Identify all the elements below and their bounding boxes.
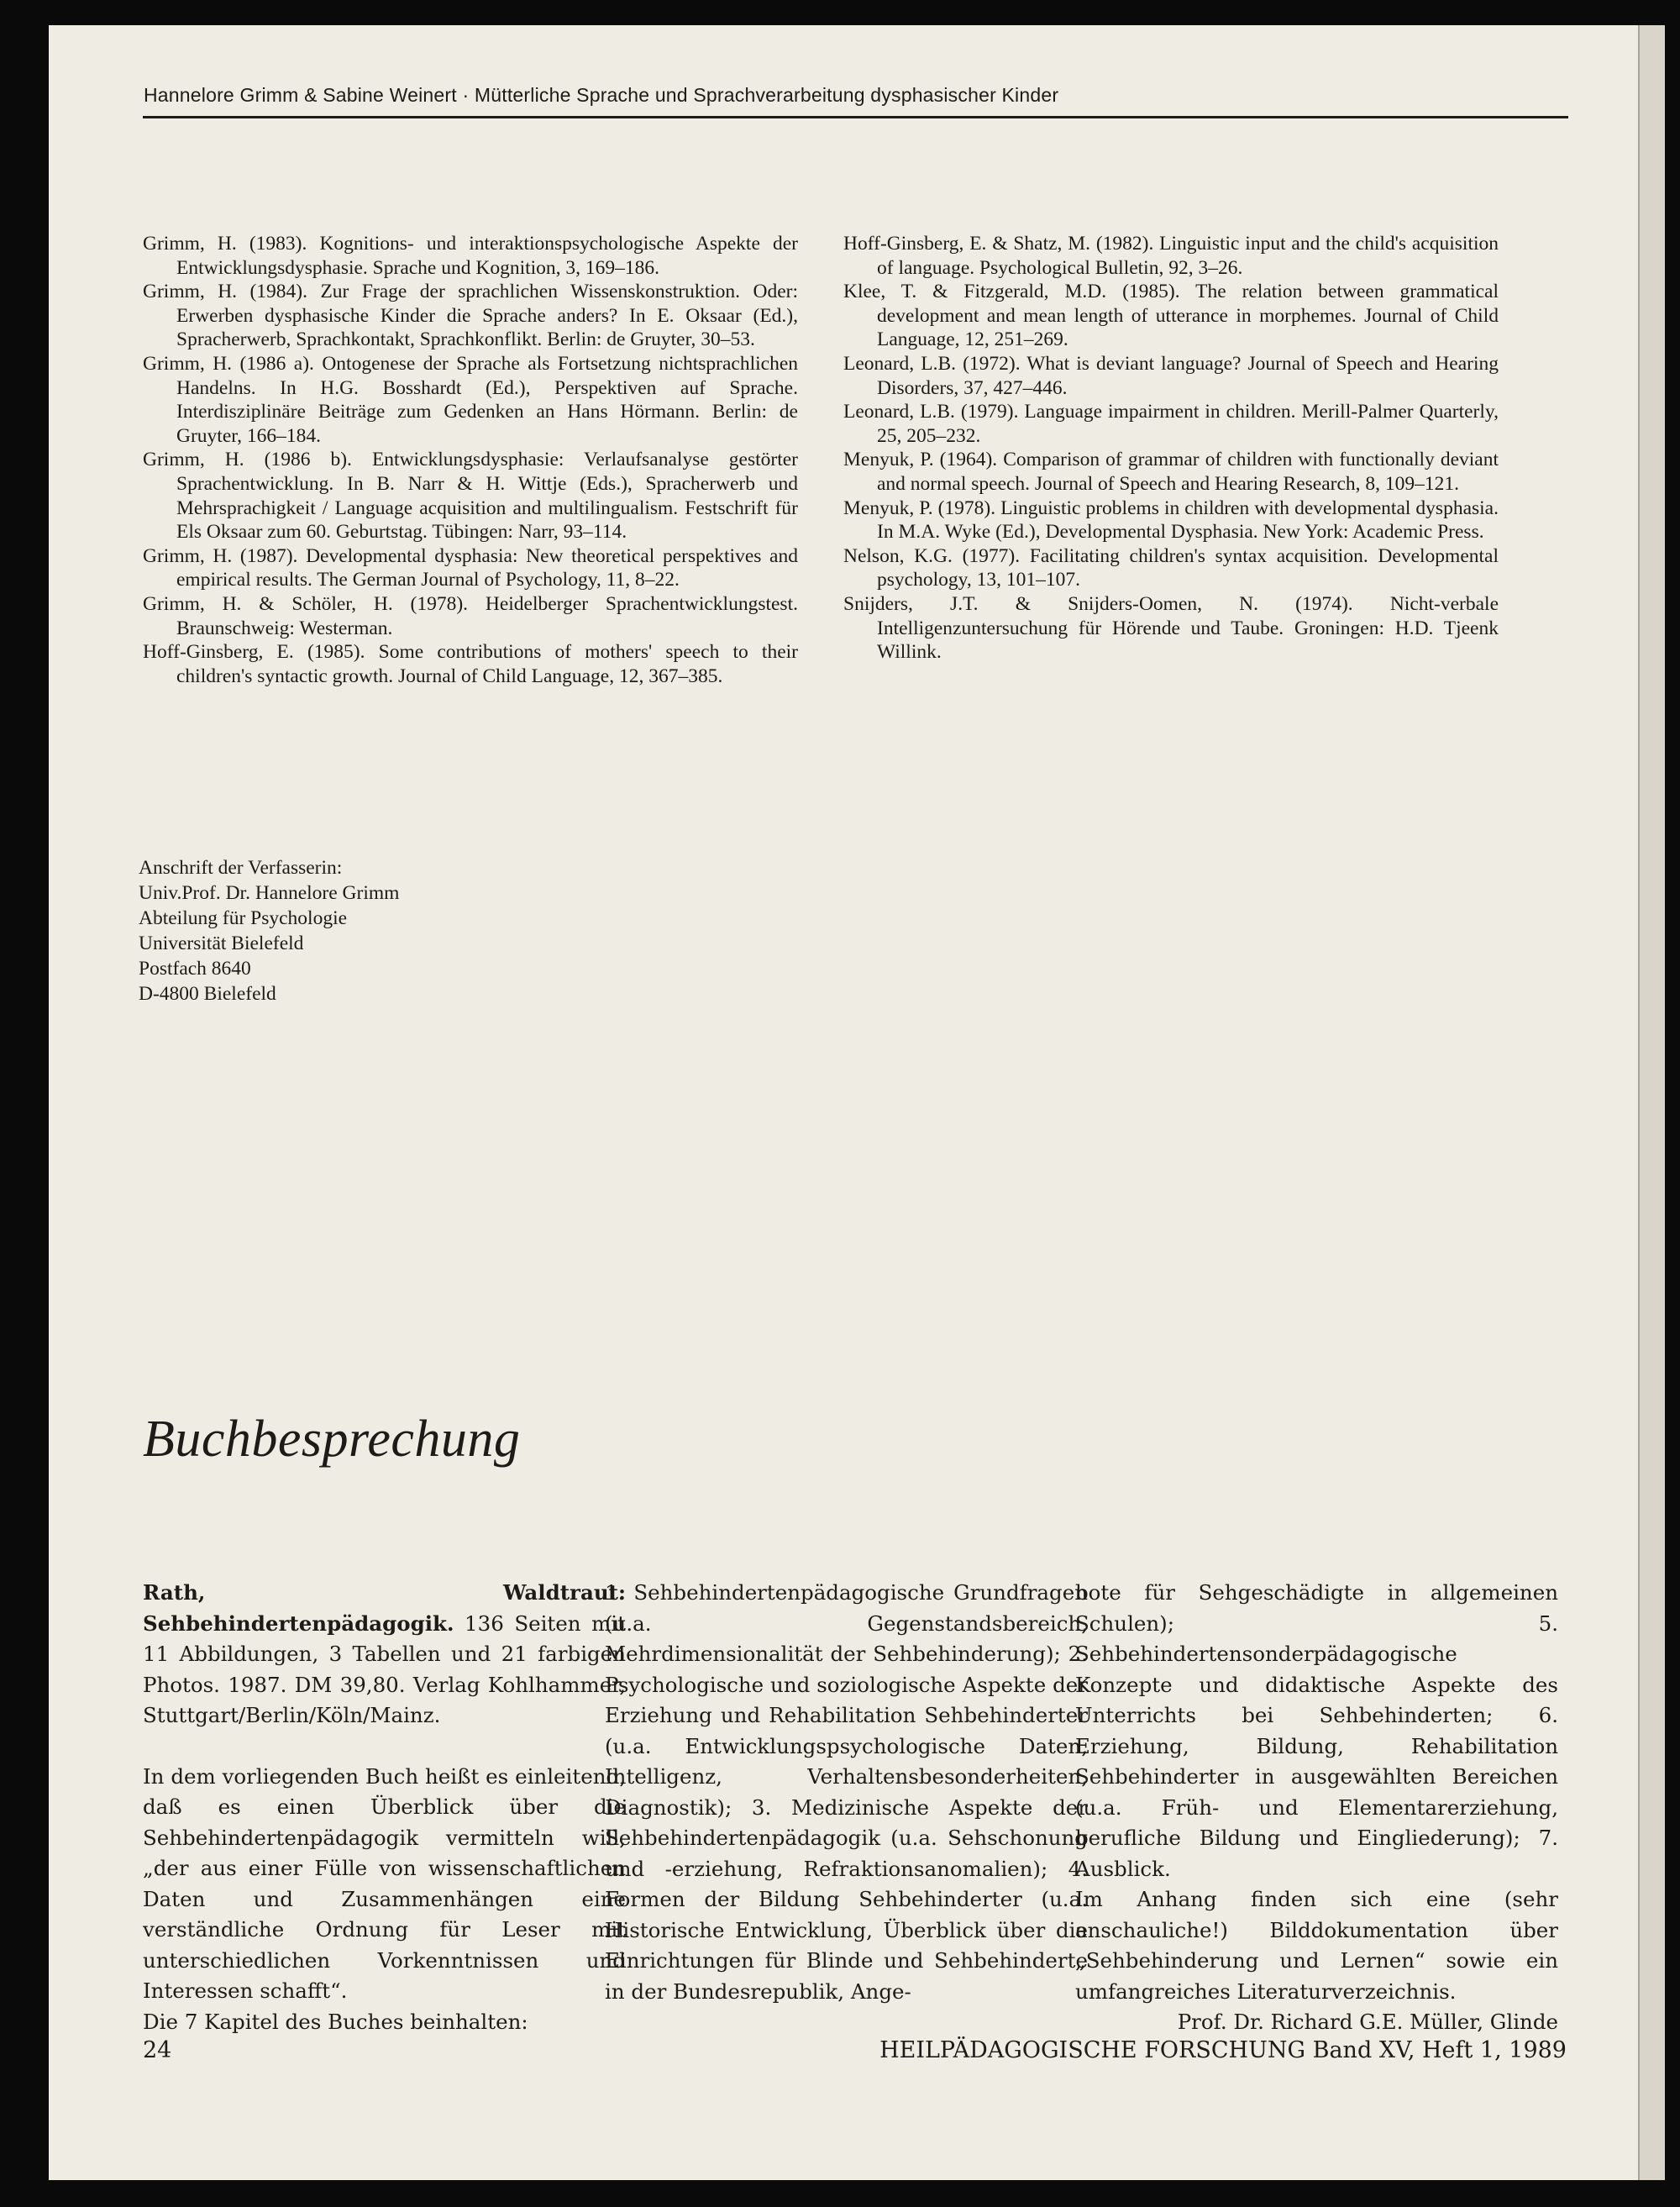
- reference-item: Grimm, H. (1987). Developmental dysphasia: New theoretical perspektives and empirical results. The German Journal of Psychology, 11, 8–22.: [143, 544, 798, 591]
- reference-item: Grimm, H. (1986 a). Ontogenese der Sprache als Fortsetzung nichtsprachlichen Handelns. In H.G. Bosshardt (Ed.), Perspektiven auf Sprache. Interdisziplinäre Beiträge zum Gedenken an Hans Hörmann. Berlin: de Gruyter, 166–184.: [143, 352, 798, 447]
- reference-item: Klee, T. & Fitzgerald, M.D. (1985). The relation between grammatical development and mean length of utterance in morphemes. Journal of Child Language, 12, 251–269.: [843, 281, 1499, 351]
- book-details: 136 Seiten mit 11 Abbildungen, 3 Tabellen und 21 farbigen Photos. 1987. DM 39,80. Verlag Kohlhammer, Stuttgart/Berlin/Köln/Mainz.: [143, 1611, 626, 1727]
- page-number: 24: [143, 2037, 172, 2063]
- reviewer-signature: Prof. Dr. Richard G.E. Müller, Glinde: [1177, 2010, 1558, 2034]
- header-rule: [143, 116, 1568, 118]
- references-left-column: [143, 232, 798, 688]
- address-line: Univ.Prof. Dr. Hannelore Grimm: [139, 882, 400, 904]
- section-title: Buchbesprechung: [143, 1411, 521, 1468]
- review-paragraph: 1. Sehbehindertenpädagogische Grundfragen (u.a. Gegenstandsbereich, Mehrdimensionalität der Sehbehinderung); 2. Psychologische und soziologische Aspekte der Erziehung und Rehabilitation Sehbehinderter (u.a. Entwicklungspsychologische Daten, Intelligenz, Verhaltensbesonderheiten, Diagnostik); 3. Medizinische Aspekte der Sehbehindertenpädagogik (u.a. Sehschonung und -erziehung, Refraktionsanomalien); 4. Formen der Bildung Sehbehinderter (u.a. Historische Entwicklung, Überblick über die Einrichtungen für Blinde und Sehbehinderte in der Bundesrepublik, Ange-: [605, 1580, 1088, 2004]
- page-edge: [1638, 25, 1665, 2180]
- address-line: Anschrift der Verfasserin:: [139, 857, 343, 879]
- running-head: Hannelore Grimm & Sabine Weinert · Mütterliche Sprache und Sprachverarbeitung dysphasischer Kinder: [144, 84, 1059, 106]
- reference-item: Nelson, K.G. (1977). Facilitating children's syntax acquisition. Developmental psychology, 13, 101–107.: [843, 544, 1499, 591]
- reference-item: Leonard, L.B. (1972). What is deviant language? Journal of Speech and Hearing Disorders, 37, 427–446.: [843, 352, 1499, 399]
- reference-item: Snijders, J.T. & Snijders-Oomen, N. (1974). Nicht-verbale Intelligenzuntersuchung für Hörende und Taube. Groningen: H.D. Tjeenk Willink.: [843, 592, 1499, 664]
- reference-item: Grimm, H. (1986 b). Entwicklungsdysphasie: Verlaufsanalyse gestörter Sprachentwicklung. In B. Narr & H. Wittje (Eds.), Spracherwerb und Mehrsprachigkeit / Language acquisition and multilingualism. Festschrift für Els Oksaar zum 60. Geburtstag. Tübingen: Narr, 93–114.: [143, 449, 798, 544]
- address-line: Postfach 8640: [139, 958, 251, 980]
- review-paragraph: Die 7 Kapitel des Buches beinhalten:: [143, 2009, 528, 2034]
- references-right-column: [843, 232, 1499, 665]
- review-column-2: [605, 1578, 1088, 2007]
- reference-item: Menyuk, P. (1964). Comparison of grammar of children with functionally deviant and normal speech. Journal of Speech and Hearing Research, 8, 109–121.: [843, 449, 1499, 495]
- review-column-1: [143, 1578, 626, 2037]
- address-line: Abteilung für Psychologie: [139, 907, 348, 929]
- book-title: Rath, Waldtraut: Sehbehindertenpädagogik.: [143, 1580, 626, 1636]
- reference-item: Menyuk, P. (1978). Linguistic problems in children with developmental dysphasia. In M.A. Wyke (Ed.), Developmental Dysphasia. New York: Academic Press.: [843, 497, 1499, 544]
- review-paragraph: bote für Sehgeschädigte in allgemeinen Schulen); 5. Sehbehindertensonderpädagogische Konzepte und didaktische Aspekte des Unterrichts bei Sehbehinderten; 6. Erziehung, Bildung, Rehabilitation Sehbehinderter in ausgewählten Bereichen (u.a. Früh- und Elementarerziehung, berufliche Bildung und Eingliederung); 7. Ausblick.: [1075, 1580, 1558, 1881]
- reference-item: Hoff-Ginsberg, E. (1985). Some contributions of mothers' speech to their children's syntactic growth. Journal of Child Language, 12, 367–385.: [143, 641, 798, 687]
- address-line: D-4800 Bielefeld: [139, 983, 276, 1005]
- journal-footer: HEILPÄDAGOGISCHE FORSCHUNG Band XV, Heft 1, 1989: [879, 2037, 1567, 2063]
- review-paragraph: In dem vorliegenden Buch heißt es einleitend, daß es einen Überblick über die Sehbehindertenpädagogik vermitteln will, „der aus einer Fülle von wissenschaftlichen Daten und Zusammenhängen eine verständliche Ordnung für Leser mit unterschiedlichen Vorkenntnissen und Interessen schafft“.: [143, 1763, 626, 2003]
- book-citation: [143, 1578, 626, 1731]
- address-line: Universität Bielefeld: [139, 933, 304, 954]
- reference-item: Grimm, H. & Schöler, H. (1978). Heidelberger Sprachentwicklungstest. Braunschweig: Westerman.: [143, 592, 798, 639]
- author-address: [139, 855, 399, 1006]
- reference-item: Hoff-Ginsberg, E. & Shatz, M. (1982). Linguistic input and the child's acquisition of language. Psychological Bulletin, 92, 3–26.: [843, 233, 1499, 279]
- review-paragraph: Im Anhang finden sich eine (sehr anschauliche!) Bilddokumentation über „Sehbehinderung und Lernen“ sowie ein umfangreiches Literaturverzeichnis.: [1075, 1887, 1558, 2004]
- reference-item: Grimm, H. (1984). Zur Frage der sprachlichen Wissenskonstruktion. Oder: Erwerben dysphasische Kinder die Sprache anders? In E. Oksaar (Ed.), Spracherwerb, Sprachkontakt, Sprachkonflikt. Berlin: de Gruyter, 30–53.: [143, 281, 798, 351]
- reference-item: Grimm, H. (1983). Kognitions- und interaktionspsychologische Aspekte der Entwicklungsdysphasie. Sprache und Kognition, 3, 169–186.: [143, 233, 798, 279]
- review-column-3: [1075, 1578, 1558, 2038]
- reference-item: Leonard, L.B. (1979). Language impairment in children. Merill-Palmer Quarterly, 25, 205–232.: [843, 401, 1499, 447]
